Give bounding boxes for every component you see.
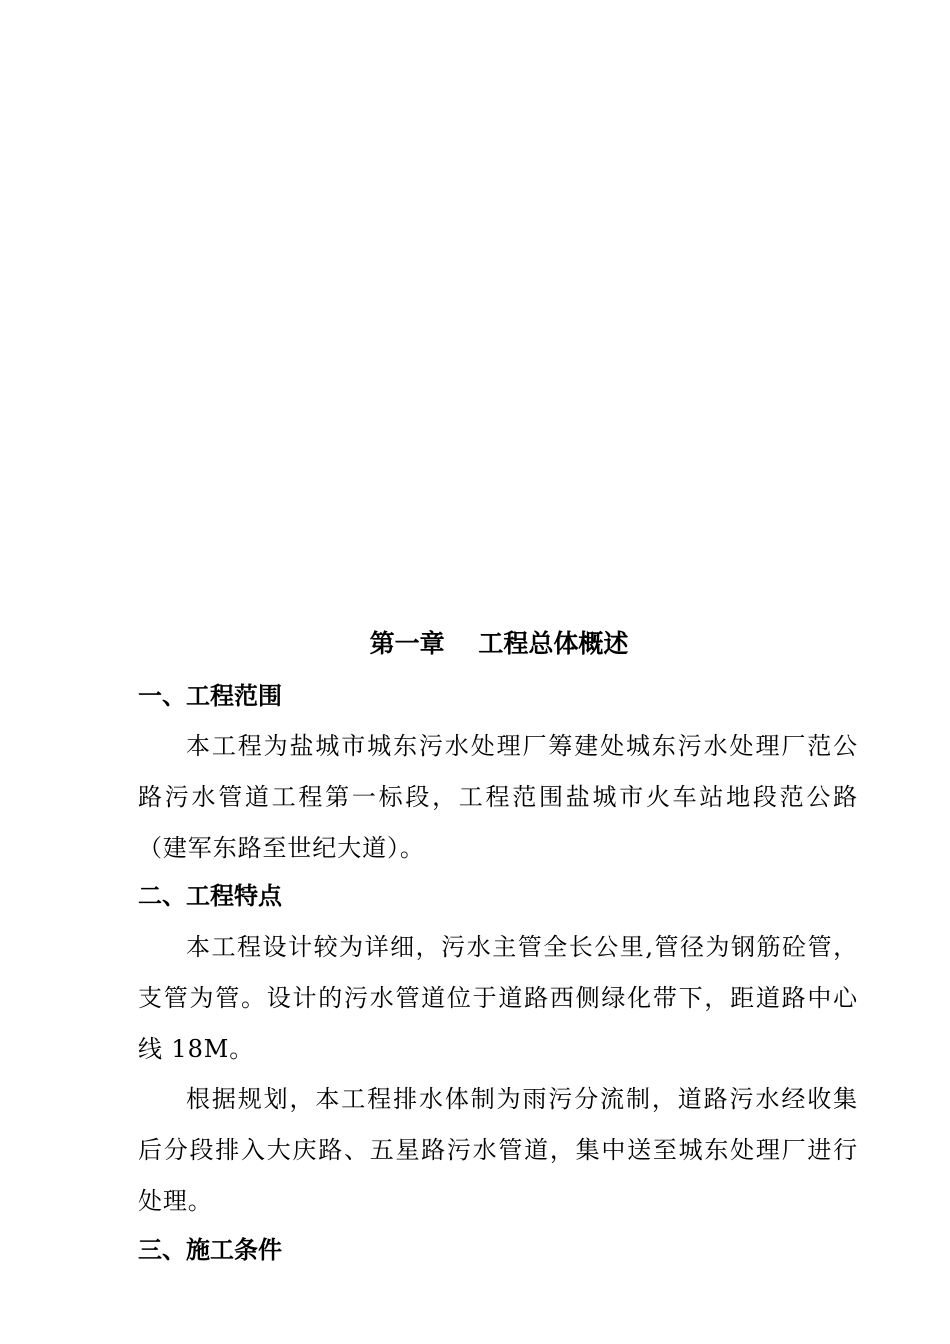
- section-heading-scope: 一、工程范围: [138, 681, 282, 710]
- section-heading-conditions: 三、施工条件: [138, 1235, 282, 1264]
- paragraph-scope: 本工程为盐城市城东污水处理厂筹建处城东污水处理厂范公路污水管道工程第一标段，工程范围盐城市火车站地段范公路（建军东路至世纪大道）。: [138, 732, 858, 862]
- chapter-title: 第一章 工程总体概述: [369, 629, 629, 658]
- paragraph-features-drainage: 根据规划，本工程排水体制为雨污分流制，道路污水经收集后分段排入大庆路、五星路污水管道，集中送至城东处理厂进行处理。: [138, 1085, 858, 1215]
- section-heading-features: 二、工程特点: [138, 881, 282, 910]
- paragraph-features-design: 本工程设计较为详细，污水主管全长公里,管径为钢筋砼管，支管为管。设计的污水管道位于道路西侧绿化带下，距道路中心线 18M。: [138, 933, 858, 1063]
